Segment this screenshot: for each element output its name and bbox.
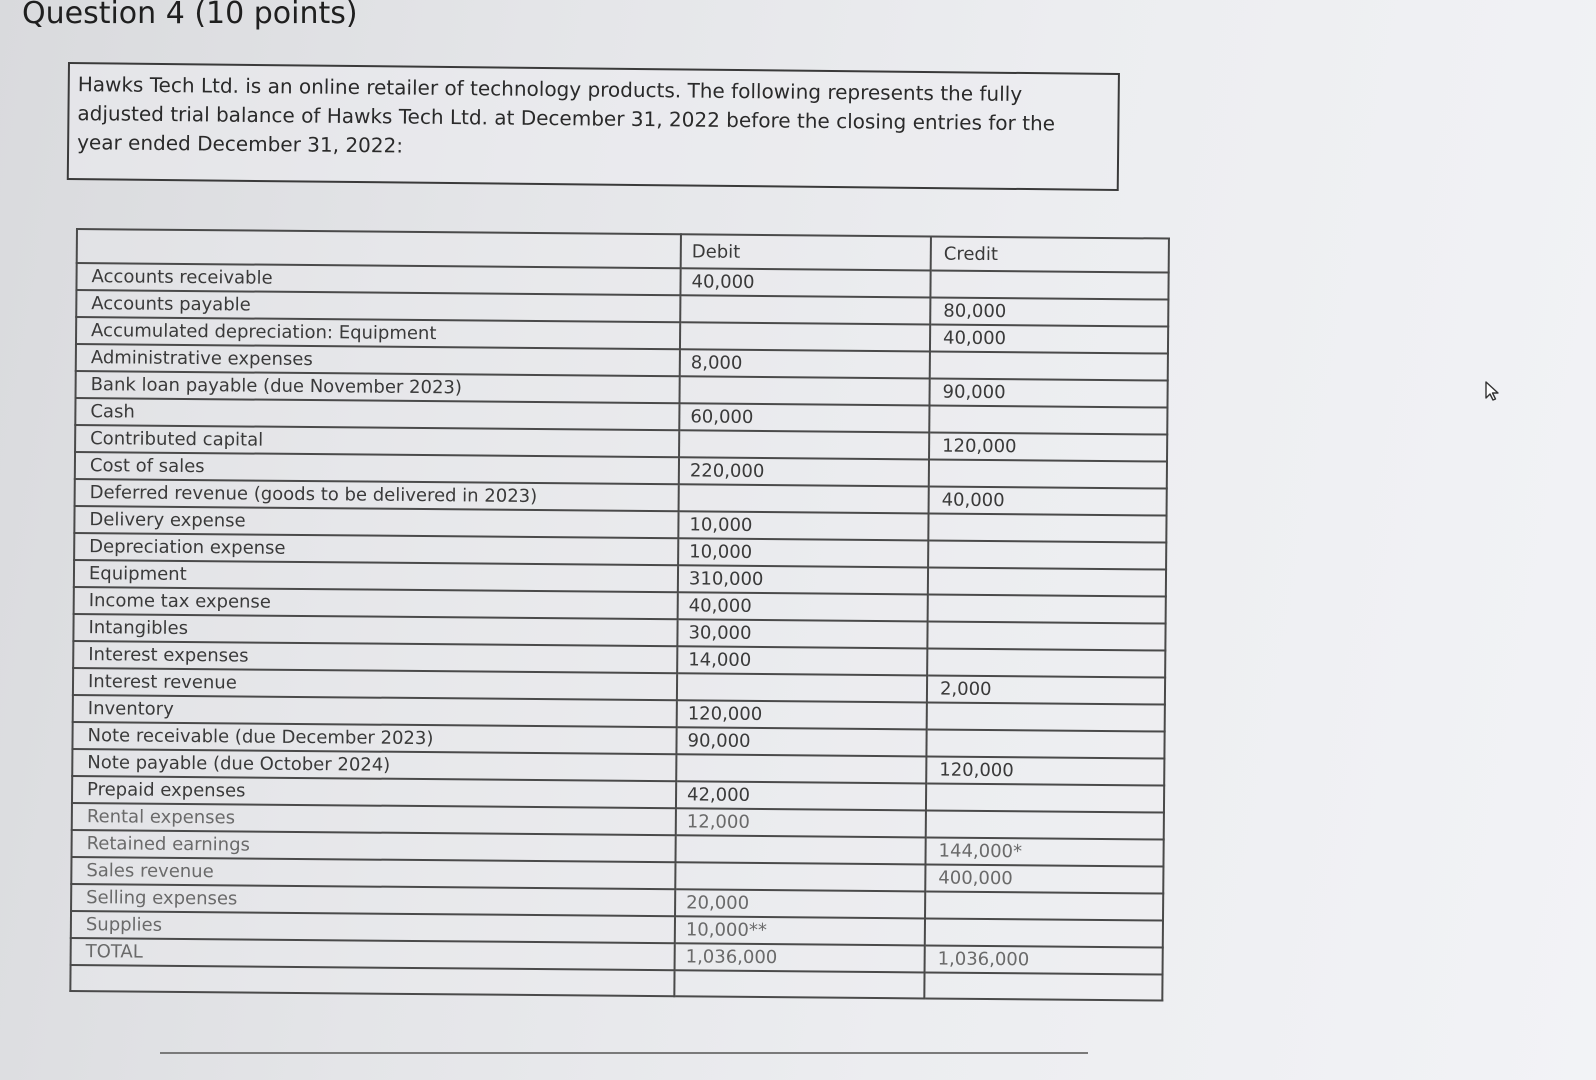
cell-account: Interest expenses — [73, 641, 677, 673]
cell-credit: 120,000 — [929, 432, 1167, 461]
cell-credit: 40,000 — [929, 486, 1167, 515]
cell-debit — [675, 835, 925, 864]
intro-text: Hawks Tech Ltd. is an online retailer of technology products. The following represents the fully adjusted trial balance of Hawks Tech Ltd. at December 31, 2022 before the closing entries for the year ended December 31, 2022: — [77, 72, 1056, 158]
mouse-pointer-icon — [1484, 380, 1502, 402]
cell-credit — [926, 810, 1164, 839]
cell-credit: 144,000* — [925, 837, 1163, 866]
cell-account: Bank loan payable (due November 2023) — [76, 371, 680, 403]
cell-debit: 10,000 — [678, 511, 928, 540]
cell-debit: 42,000 — [676, 781, 926, 810]
cell-account: Income tax expense — [74, 587, 678, 619]
cell-account: Note receivable (due December 2023) — [72, 722, 676, 754]
cell-account: Selling expenses — [71, 884, 675, 916]
cell-credit — [930, 351, 1168, 380]
cell-debit — [675, 862, 925, 891]
cell-credit — [927, 621, 1165, 650]
trial-balance-table-wrapper — [69, 228, 1170, 1002]
cell-debit — [676, 754, 926, 783]
cell-debit — [680, 322, 930, 351]
cell-credit — [925, 918, 1163, 947]
cell-account: Accounts payable — [76, 290, 680, 322]
header-account — [77, 229, 681, 268]
cell-account: Inventory — [73, 695, 677, 727]
cell-credit: 400,000 — [925, 864, 1163, 893]
intro-text-box — [67, 62, 1120, 191]
cell-debit: 12,000 — [676, 808, 926, 837]
cell-credit: 1,036,000 — [925, 945, 1163, 974]
cell-account: Prepaid expenses — [72, 776, 676, 808]
cell-account: TOTAL — [71, 938, 675, 970]
cell-credit — [928, 540, 1166, 569]
cell-account: Depreciation expense — [74, 533, 678, 565]
cell-account: Contributed capital — [75, 425, 679, 457]
cell-debit — [679, 430, 929, 459]
cell-credit: 90,000 — [929, 378, 1167, 407]
cell-debit — [677, 673, 927, 702]
cell-debit: 8,000 — [680, 349, 930, 378]
trial-balance-body — [70, 229, 1169, 1001]
cell-account — [70, 965, 674, 996]
cell-credit — [928, 567, 1166, 596]
next-section-border — [160, 1052, 1088, 1054]
cell-debit: 30,000 — [677, 619, 927, 648]
cell-account: Note payable (due October 2024) — [72, 749, 676, 781]
cell-credit — [924, 972, 1162, 1000]
header-debit: Debit — [681, 234, 931, 270]
cell-debit: 20,000 — [675, 889, 925, 918]
cell-debit: 120,000 — [677, 700, 927, 729]
cell-debit — [680, 295, 930, 324]
cell-credit — [925, 891, 1163, 920]
cell-account: Cash — [75, 398, 679, 430]
cell-credit: 120,000 — [926, 756, 1164, 785]
trial-balance-table — [69, 228, 1170, 1002]
question-title: Question 4 (10 points) — [22, 0, 358, 31]
cell-debit: 220,000 — [679, 457, 929, 486]
cell-account: Retained earnings — [72, 830, 676, 862]
cell-account: Interest revenue — [73, 668, 677, 700]
cell-credit: 2,000 — [927, 675, 1165, 704]
cell-credit — [929, 459, 1167, 488]
cell-debit — [674, 970, 924, 998]
cell-debit: 1,036,000 — [675, 943, 925, 972]
cell-account: Equipment — [74, 560, 678, 592]
cell-debit: 90,000 — [676, 727, 926, 756]
cell-account: Accumulated depreciation: Equipment — [76, 317, 680, 349]
cell-account: Supplies — [71, 911, 675, 943]
cell-debit — [679, 484, 929, 513]
cell-credit — [929, 405, 1167, 434]
cell-credit — [926, 783, 1164, 812]
cell-credit — [927, 702, 1165, 731]
cell-account: Sales revenue — [71, 857, 675, 889]
cell-credit — [928, 513, 1166, 542]
cell-account: Intangibles — [73, 614, 677, 646]
cell-account: Delivery expense — [74, 506, 678, 538]
cell-credit: 40,000 — [930, 324, 1168, 353]
cell-debit: 310,000 — [678, 565, 928, 594]
cell-credit — [927, 648, 1165, 677]
header-credit: Credit — [931, 236, 1169, 272]
cell-credit — [930, 270, 1168, 299]
cell-credit — [926, 729, 1164, 758]
cell-debit: 40,000 — [680, 268, 930, 297]
cell-debit: 14,000 — [677, 646, 927, 675]
cell-account: Accounts receivable — [76, 263, 680, 295]
cell-account: Cost of sales — [75, 452, 679, 484]
cell-debit — [679, 376, 929, 405]
cell-account: Administrative expenses — [76, 344, 680, 376]
cell-debit: 40,000 — [678, 592, 928, 621]
cell-debit: 10,000 — [678, 538, 928, 567]
cell-account: Deferred revenue (goods to be delivered in 2023) — [75, 479, 679, 511]
cell-credit — [928, 594, 1166, 623]
cell-account: Rental expenses — [72, 803, 676, 835]
cell-debit: 10,000** — [675, 916, 925, 945]
cell-credit: 80,000 — [930, 297, 1168, 326]
cell-debit: 60,000 — [679, 403, 929, 432]
